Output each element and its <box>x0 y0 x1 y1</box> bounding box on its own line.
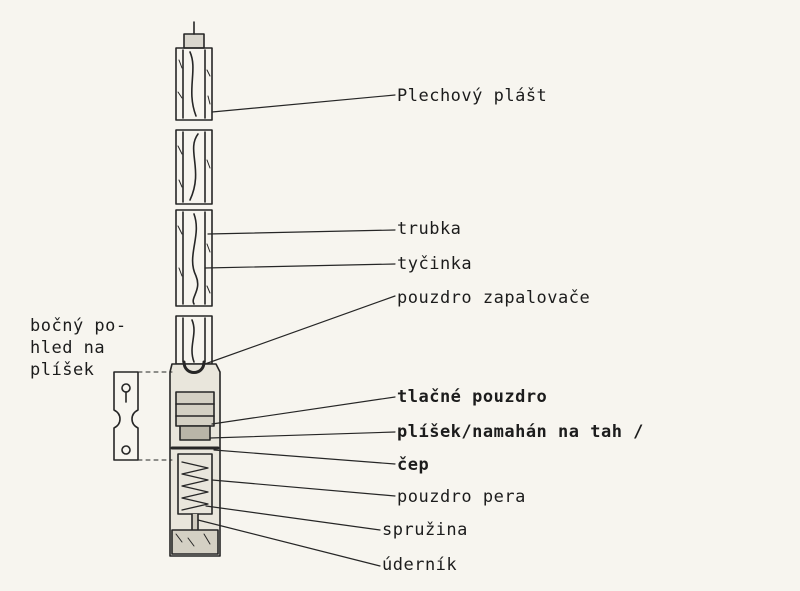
side-view-line: bočný po- <box>30 316 127 336</box>
label-cep: čep <box>397 455 430 475</box>
lower-body <box>170 362 220 556</box>
side-view-line: hled na <box>30 338 106 358</box>
top-cap <box>184 22 204 48</box>
segment-2 <box>176 130 212 204</box>
segment-4 <box>176 316 212 364</box>
segment-1 <box>176 48 212 120</box>
label-pouzdro-zapalovace: pouzdro zapalovače <box>397 288 591 308</box>
label-tlacne-pouzdro: tlačné pouzdro <box>397 387 548 407</box>
leader-lines <box>198 95 395 566</box>
side-view-line: plíšek <box>30 360 95 380</box>
label-udernik: úderník <box>382 555 458 575</box>
segment-3 <box>176 210 212 306</box>
label-pouzdro-pera: pouzdro pera <box>397 487 526 507</box>
label-plisek: plíšek/namahán na tah / <box>397 422 644 442</box>
label-tycinka: tyčinka <box>397 254 473 274</box>
label-trubka: trubka <box>397 219 462 239</box>
label-spruzina: spružina <box>382 520 468 540</box>
side-view-caption <box>30 315 160 381</box>
label-plechovy-plast: Plechový plášt <box>397 86 548 106</box>
plate-side-view <box>114 372 172 460</box>
